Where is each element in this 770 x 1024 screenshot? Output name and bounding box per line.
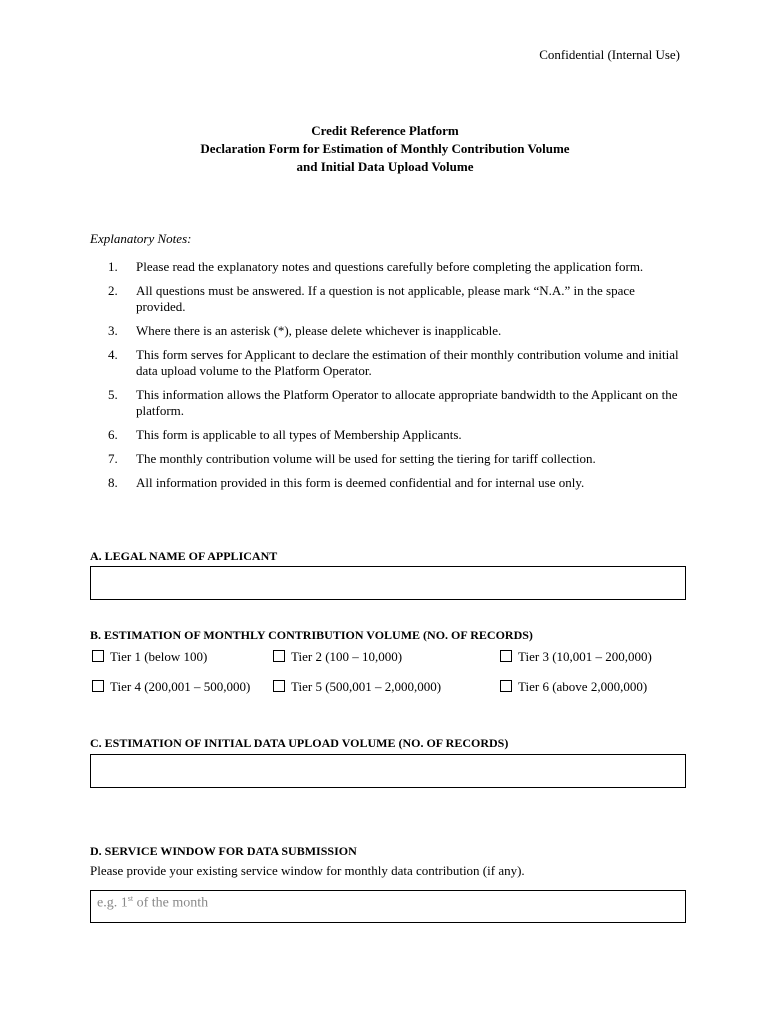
list-item — [108, 451, 683, 467]
list-item — [108, 283, 683, 315]
note-number: 2. — [108, 283, 118, 298]
note-number: 7. — [108, 451, 118, 466]
note-text: All information provided in this form is deemed confidential and for internal use only. — [136, 475, 585, 490]
title-line-2: Declaration Form for Estimation of Monthly Contribution Volume — [200, 141, 570, 156]
tier-label: Tier 4 (200,001 – 500,000) — [110, 679, 251, 694]
note-text: Please read the explanatory notes and questions carefully before completing the application form. — [136, 259, 644, 274]
list-item — [108, 323, 683, 339]
note-number: 1. — [108, 259, 118, 274]
form-title — [0, 122, 770, 176]
section-c-heading: C. ESTIMATION OF INITIAL DATA UPLOAD VOLUME (NO. OF RECORDS) — [90, 736, 509, 750]
placeholder-suffix: of the month — [133, 895, 209, 911]
title-line-3: and Initial Data Upload Volume — [296, 159, 474, 174]
note-text: The monthly contribution volume will be used for setting the tiering for tariff collection. — [136, 451, 596, 466]
note-number: 4. — [108, 347, 118, 362]
list-item — [108, 347, 683, 379]
checkbox[interactable] — [500, 650, 512, 662]
checkbox[interactable] — [273, 680, 285, 692]
note-text: This form serves for Applicant to declare the estimation of their monthly contribution volume and initial data upload volume to the Platform Operator. — [136, 347, 679, 378]
note-number: 5. — [108, 387, 118, 402]
checkbox[interactable] — [273, 650, 285, 662]
section-d-heading: D. SERVICE WINDOW FOR DATA SUBMISSION — [90, 844, 357, 858]
tier-1-option[interactable] — [92, 649, 207, 665]
tier-label: Tier 1 (below 100) — [110, 649, 208, 664]
service-window-placeholder — [97, 894, 208, 912]
notes-heading: Explanatory Notes: — [90, 231, 192, 246]
note-number: 3. — [108, 323, 118, 338]
section-a-heading: A. LEGAL NAME OF APPLICANT — [90, 549, 278, 563]
legal-name-input[interactable] — [90, 566, 686, 600]
checkbox[interactable] — [92, 650, 104, 662]
list-item — [108, 427, 683, 443]
note-number: 8. — [108, 475, 118, 490]
tier-2-option[interactable] — [273, 649, 402, 665]
note-text: This information allows the Platform Operator to allocate appropriate bandwidth to the Applicant on the platform. — [136, 387, 678, 418]
service-window-input[interactable] — [90, 890, 686, 923]
section-d-description: Please provide your existing service window for monthly data contribution (if any). — [90, 863, 525, 878]
list-item — [108, 259, 683, 275]
confidential-label: Confidential (Internal Use) — [539, 47, 680, 62]
note-text: Where there is an asterisk (*), please delete whichever is inapplicable. — [136, 323, 502, 338]
explanatory-notes-list — [108, 259, 683, 499]
placeholder-prefix: e.g. 1 — [97, 895, 128, 911]
list-item — [108, 475, 683, 491]
note-text: All questions must be answered. If a question is not applicable, please mark “N.A.” in the space provided. — [136, 283, 635, 314]
section-b-heading: B. ESTIMATION OF MONTHLY CONTRIBUTION VOLUME (NO. OF RECORDS) — [90, 628, 533, 642]
initial-upload-volume-input[interactable] — [90, 754, 686, 788]
list-item — [108, 387, 683, 419]
note-number: 6. — [108, 427, 118, 442]
checkbox[interactable] — [500, 680, 512, 692]
tier-6-option[interactable] — [500, 679, 647, 695]
tier-3-option[interactable] — [500, 649, 652, 665]
tier-4-option[interactable] — [92, 679, 250, 695]
tier-label: Tier 2 (100 – 10,000) — [291, 649, 403, 664]
tier-label: Tier 3 (10,001 – 200,000) — [518, 649, 652, 664]
tier-label: Tier 5 (500,001 – 2,000,000) — [291, 679, 442, 694]
title-line-1: Credit Reference Platform — [311, 123, 459, 138]
checkbox[interactable] — [92, 680, 104, 692]
note-text: This form is applicable to all types of Membership Applicants. — [136, 427, 462, 442]
tier-label: Tier 6 (above 2,000,000) — [518, 679, 648, 694]
placeholder-ordinal: st — [127, 894, 134, 903]
tier-5-option[interactable] — [273, 679, 441, 695]
